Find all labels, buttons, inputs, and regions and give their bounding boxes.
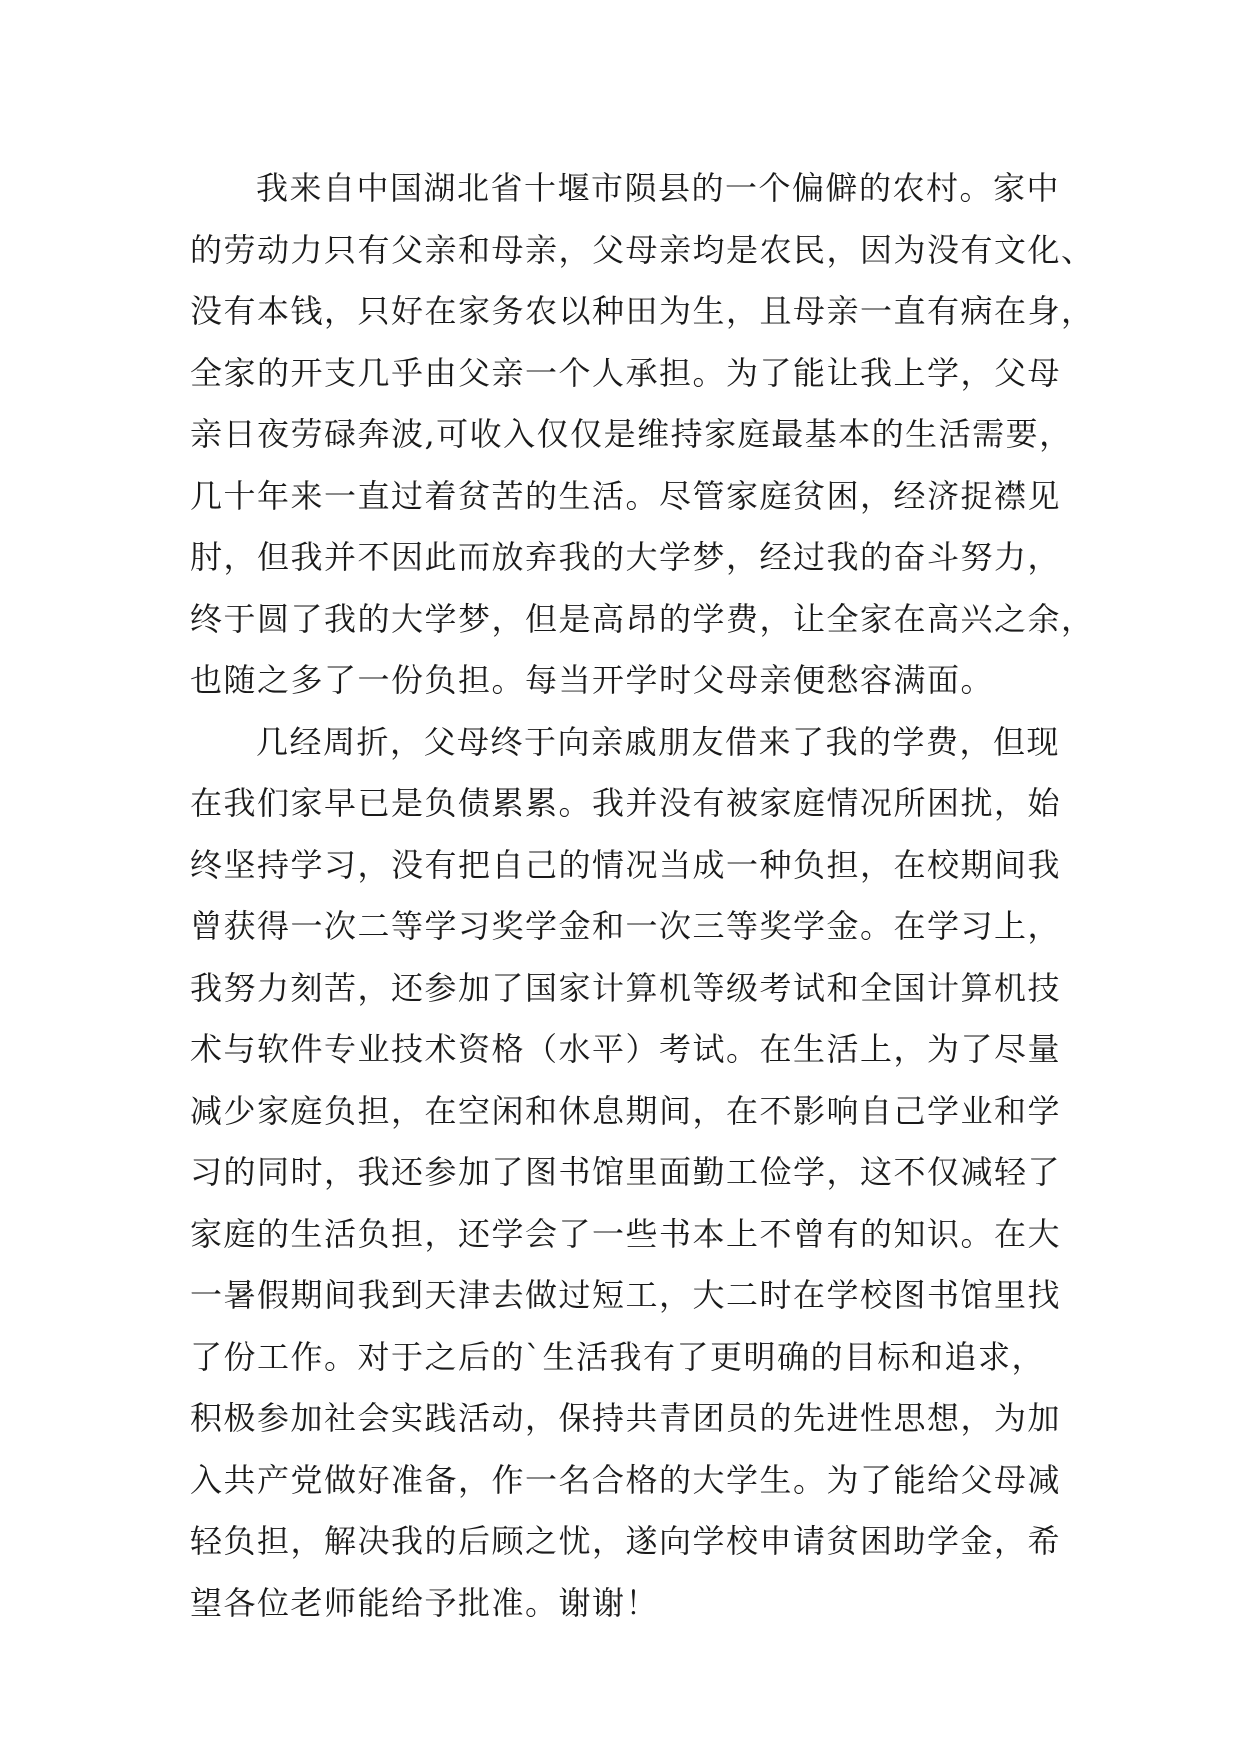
document-body	[190, 158, 1095, 1634]
paragraph-1-line-8: 终于圆了我的大学梦，但是高昂的学费，让全家在高兴之余，	[190, 599, 1095, 638]
paragraph-2-line-12: 积极参加社会实践活动，保持共青团员的先进性思想，为加	[190, 1399, 1062, 1437]
paragraph-2-line-11: 了份工作。对于之后的`生活我有了更明确的目标和追求，	[190, 1337, 1046, 1376]
paragraph-2-line-15: 望各位老师能给予批准。谢谢！	[190, 1583, 660, 1622]
paragraph-2-line-14: 轻负担，解决我的后顾之忧，遂向学校申请贫困助学金，希	[190, 1522, 1062, 1560]
paragraph-1-line-7: 肘，但我并不因此而放弃我的大学梦，经过我的奋斗努力，	[190, 538, 1062, 576]
paragraph-2-line-10: 一暑假期间我到天津去做过短工，大二时在学校图书馆里找	[190, 1276, 1062, 1314]
paragraph-2-line-9: 家庭的生活负担，还学会了一些书本上不曾有的知识。在大	[190, 1214, 1062, 1253]
paragraph-2-line-5: 我努力刻苦，还参加了国家计算机等级考试和全国计算机技	[190, 968, 1062, 1007]
paragraph-1-line-4: 全家的开支几乎由父亲一个人承担。为了能让我上学，父母	[190, 353, 1062, 392]
paragraph-2-line-8: 习的同时，我还参加了图书馆里面勤工俭学，这不仅减轻了	[190, 1153, 1062, 1191]
paragraph-1-line-6: 几十年来一直过着贫苦的生活。尽管家庭贫困，经济捉襟见	[190, 476, 1062, 515]
paragraph-1-line-3: 没有本钱，只好在家务农以种田为生，且母亲一直有病在身，	[190, 292, 1095, 330]
paragraph-1-line-2: 的劳动力只有父亲和母亲，父母亲均是农民，因为没有文化、	[190, 230, 1095, 269]
paragraph-2-line-6: 术与软件专业技术资格（水平）考试。在生活上，为了尽量	[190, 1030, 1062, 1068]
paragraph-2-line-13: 入共产党做好准备，作一名合格的大学生。为了能给父母减	[190, 1460, 1062, 1499]
paragraph-1-line-1: 我来自中国湖北省十堰市陨县的一个偏僻的农村。家中	[256, 169, 1061, 207]
paragraph-1-line-9: 也随之多了一份负担。每当开学时父母亲便愁容满面。	[190, 661, 995, 699]
paragraph-2-line-3: 终坚持学习，没有把自己的情况当成一种负担，在校期间我	[190, 845, 1062, 884]
paragraph-2-line-7: 减少家庭负担，在空闲和休息期间，在不影响自己学业和学	[190, 1091, 1062, 1130]
paragraph-1-line-5: 亲日夜劳碌奔波,可收入仅仅是维持家庭最基本的生活需要，	[190, 415, 1073, 453]
paragraph-2-line-4: 曾获得一次二等学习奖学金和一次三等奖学金。在学习上，	[190, 907, 1062, 945]
paragraph-2-line-2: 在我们家早已是负债累累。我并没有被家庭情况所困扰，始	[190, 784, 1062, 822]
paragraph-2-line-1: 几经周折，父母终于向亲戚朋友借来了我的学费，但现	[256, 722, 1061, 761]
